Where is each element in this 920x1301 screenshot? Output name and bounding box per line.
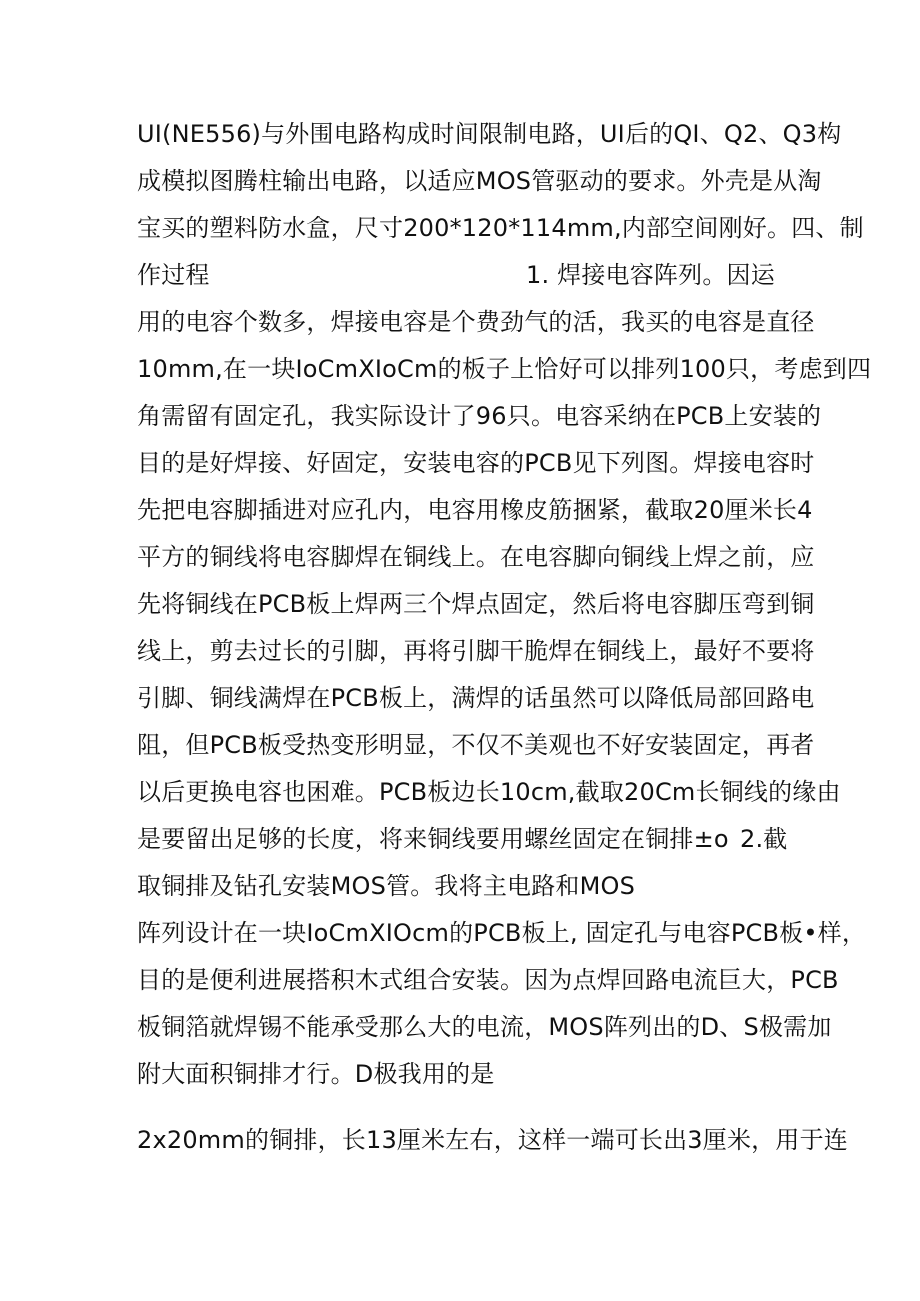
text-line: 阻，但PCB板受热变形明显，不仅不美观也不好安装固定，再者: [137, 731, 815, 759]
text-line-split: [137, 255, 787, 295]
text-line: 成模拟图腾柱输出电路，以适应MOS管驱动的要求。外壳是从淘: [137, 167, 822, 195]
text-line: 10mm,在一块IoCmXIoCm的板子上恰好可以排列100只，考虑到四: [137, 355, 872, 383]
text-line: 宝买的塑料防水盒，尺寸200*120*114mm,内部空间刚好。四、制: [137, 214, 864, 242]
text-segment: 是要留出足够的长度，将来铜线要用螺丝固定在铜排±o: [137, 825, 729, 853]
text-line: 取铜排及钻孔安装MOS管。我将主电路和MOS: [137, 872, 636, 900]
text-segment: 作过程: [137, 261, 210, 289]
text-segment: 2.截: [740, 825, 788, 853]
text-line: 2x20mm的铜排，长13厘米左右，这样一端可长出3厘米，用于连: [137, 1126, 848, 1154]
text-line: 先把电容脚插进对应孔内，电容用橡皮筋捆紧，截取20厘米长4: [137, 496, 813, 524]
text-line: 阵列设计在一块IoCmXIOcm的PCB板上, 固定孔与电容PCB板•样，: [137, 919, 867, 947]
text-line: 以后更换电容也困难。PCB板边长10cm,截取20Cm长铜线的缘由: [137, 778, 841, 806]
text-line: 先将铜线在PCB板上焊两三个焊点固定，然后将电容脚压弯到铜: [137, 590, 815, 618]
text-segment: 1. 焊接电容阵列。因运: [526, 261, 775, 289]
text-line: 目的是便利进展搭积木式组合安装。因为点焊回路电流巨大，PCB: [137, 966, 839, 994]
text-line: 板铜箔就焊锡不能承受那么大的电流，MOS阵列出的D、S极需加: [137, 1013, 832, 1041]
text-line: 目的是好焊接、好固定，安装电容的PCB见下列图。焊接电容时: [137, 449, 815, 477]
text-line-split: [137, 819, 787, 859]
text-line: 线上，剪去过长的引脚，再将引脚干脆焊在铜线上，最好不要将: [137, 637, 815, 665]
text-line: 角需留有固定孔，我实际设计了96只。电容采纳在PCB上安装的: [137, 402, 822, 430]
text-line: 平方的铜线将电容脚焊在铜线上。在电容脚向铜线上焊之前，应: [137, 543, 815, 571]
text-line: 引脚、铜线满焊在PCB板上，满焊的话虽然可以降低局部回路电: [137, 684, 815, 712]
text-line: 用的电容个数多，焊接电容是个费劲气的活，我买的电容是直径: [137, 308, 815, 336]
text-line: 附大面积铜排才行。D极我用的是: [137, 1060, 495, 1088]
text-line: UI(NE556)与外围电路构成时间限制电路，UI后的QI、Q2、Q3构: [137, 120, 842, 148]
